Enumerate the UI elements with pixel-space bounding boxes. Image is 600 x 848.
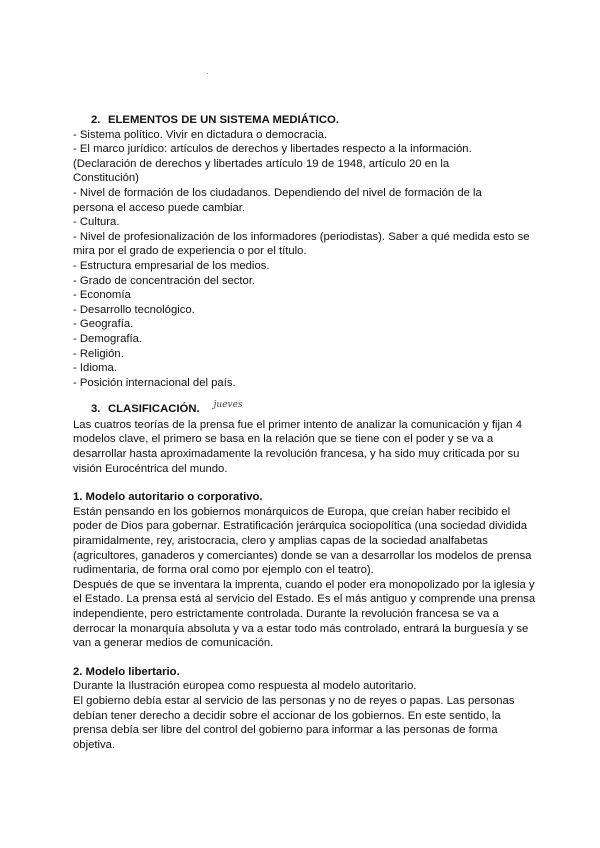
list-item: - Posición internacional del país. (73, 376, 236, 389)
text-line: independiente, pero estrictamente controlada. Durante la revolución francesa se va a (73, 608, 499, 620)
text-line: rudimentaria, de forma oral como por ejemplo con el teatro). (73, 564, 374, 577)
list-item: - Grado de concentración del sector. (73, 274, 256, 287)
list-item: mira por el grado de experiencia o por el título. (73, 245, 307, 258)
list-item: Constitución) (73, 172, 139, 185)
text-line: Durante la Ilustración europea como respuesta al modelo autoritario. (73, 680, 417, 693)
list-item: - Demografía. (73, 332, 143, 345)
text-line: debían tener derecho a decidir sobre el accionar de los gobiernos. En este sentido, la (73, 709, 501, 722)
text-line: el Estado. La prensa está al servicio del Estado. Es el más antiguo y comprende una prensa (73, 593, 536, 606)
model-1-paragraph (73, 505, 536, 651)
list-item: - Religión. (73, 347, 124, 360)
section-3-title: CLASIFICACIÓN. (108, 403, 200, 416)
list-item: (Declaración de derechos y libertades artículo 19 de 1948, artículo 20 en la (73, 157, 450, 170)
text-line: van a generar medios de comunicación. (73, 637, 274, 650)
section-3-number: 3. (91, 403, 101, 416)
section-2-number: 2. (91, 114, 101, 126)
text-line: derrocar la monarquía absoluta y va a estar todo más controlado, entrará la burguesía y se (73, 622, 529, 635)
text-line: visión Eurocéntrica del mundo. (73, 462, 228, 475)
list-item: - Nivel de formación de los ciudadanos. Dependiendo del nivel de formación de la (73, 186, 482, 199)
list-item: - Idioma. (73, 362, 117, 375)
text-line: objetiva. (73, 738, 116, 751)
model-1-title: 1. Modelo autoritario o corporativo. (73, 491, 263, 504)
text-line: poder de Dios para gobernar. Estratificación jerárquica sociopolítica (una sociedad dividida (73, 520, 528, 533)
text-line: El gobierno debía estar al servicio de las personas y no de reyes o papas. Las personas (73, 694, 515, 707)
model-2-paragraph (73, 679, 533, 752)
text-line: prensa debía ser libre del control del gobierno para informar a las personas de forma (73, 724, 498, 737)
section-3-heading (73, 402, 533, 418)
text-line: Están pensando en los gobiernos monárquicos de Europa, que creían haber recibido el (73, 505, 511, 518)
model-2-title: 2. Modelo libertario. (73, 665, 180, 678)
text-line: Las cuatros teorías de la prensa fue el primer intento de analizar la comunicación y fijan 4 (73, 418, 522, 431)
list-item: - Desarrollo tecnológico. (73, 303, 195, 316)
handwritten-note: jueves (213, 400, 243, 411)
section-2-title: ELEMENTOS DE UN SISTEMA MEDIÁTICO. (108, 114, 339, 126)
list-item: - El marco jurídico: artículos de derechos y libertades respecto a la información. (73, 143, 472, 156)
list-item: - Sistema político. Vivir en dictadura o democracia. (73, 128, 328, 141)
document-body (73, 113, 536, 752)
section-2-heading (73, 113, 533, 128)
stray-mark: . (206, 66, 209, 76)
section-3-paragraph (73, 418, 533, 476)
text-line: (agricultores, ganaderos y comerciantes) donde se van a desarrollar los modelos de prensa (73, 549, 532, 562)
list-item: persona el acceso puede cambiar. (73, 201, 246, 214)
list-item: - Geografía. (73, 318, 134, 331)
list-item: - Nivel de profesionalización de los informadores (periodistas). Saber a qué medida esto se (73, 230, 530, 243)
text-line: piramidalmente, rey, aristocracia, clero y amplias capas de la sociedad analfabetas (73, 535, 488, 548)
list-item: - Cultura. (73, 216, 120, 229)
list-item: - Economía (73, 289, 131, 302)
text-line: modelos clave, el primero se basa en la relación que se tiene con el poder y se va a (73, 433, 494, 446)
list-item: - Estructura empresarial de los medios. (73, 259, 270, 272)
text-line: Después de que se inventara la imprenta, cuando el poder era monopolizado por la iglesia y (73, 578, 535, 591)
text-line: desarrollar hasta aproximadamente la revolución francesa, y ha sido muy criticada por su (73, 448, 520, 461)
section-2-list (73, 128, 533, 391)
